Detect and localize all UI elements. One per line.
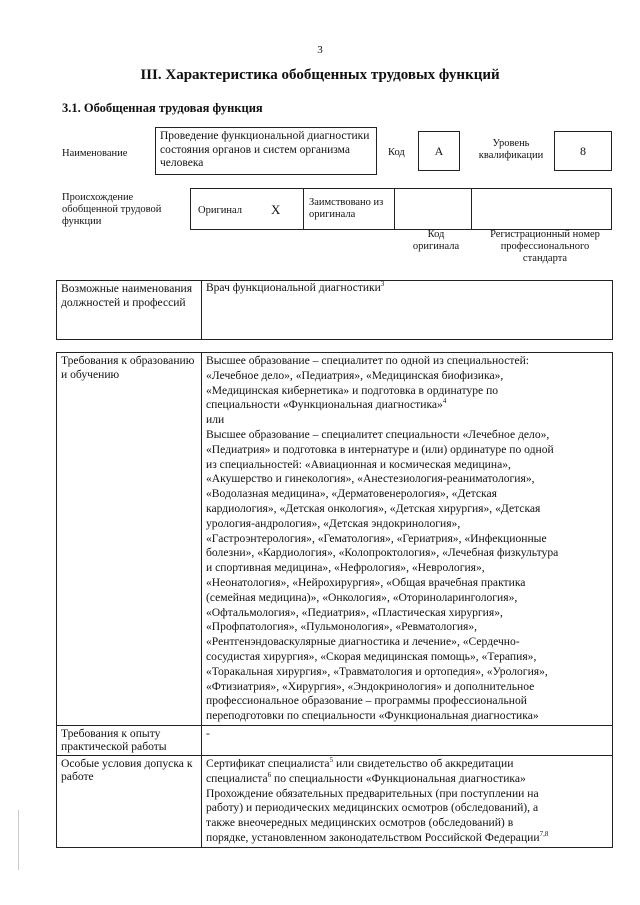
special-line: Сертификат специалиста$^5$ или свидетельство об аккредитации <box>206 755 514 770</box>
education-line: «Медицинская кибернетика» и подготовка в ординатуре по <box>206 383 499 397</box>
experience-value-cell <box>202 725 613 755</box>
special-line: также внеочередных медицинских осмотров (обследований) в <box>206 816 514 830</box>
education-line: профессиональное образование – программы профессиональной <box>206 694 527 708</box>
special-footnote: 6 <box>267 770 272 779</box>
level-label: Уровень квалификации <box>478 138 544 161</box>
education-line: болезни», «Кардиология», «Колопроктология», «Лечебная физкультура <box>206 546 559 560</box>
original-mark: X <box>271 202 281 217</box>
level-value: 8 <box>580 143 586 158</box>
positions-label: Возможные наименования должностей и профессий <box>61 282 193 309</box>
education-line: «Водолазная медицина», «Дерматовенерология», «Детская <box>206 487 497 501</box>
function-name: Проведение функциональной диагностики состояния органов и систем организма человека <box>160 130 370 169</box>
education-line: «Офтальмология», «Педиатрия», «Пластическая хирургия», <box>206 605 503 619</box>
special-line: Прохождение обязательных предварительных (при поступлении на <box>206 786 539 800</box>
education-line: Высшее образование – специалитет специальности «Лечебное дело», <box>206 427 550 441</box>
education-line: «Лечебное дело», «Педиатрия», «Медицинская биофизика», <box>206 368 504 382</box>
positions-value-cell <box>202 281 613 340</box>
positions-value: Врач функциональной диагностики <box>206 282 381 294</box>
special-footnote: 7,8 <box>539 829 549 838</box>
education-line: «Рентгенэндоваскулярные диагностика и лечение», «Сердечно- <box>206 635 520 649</box>
education-label: Требования к образованию и обучению <box>61 354 195 381</box>
special-footnote: 5 <box>329 755 334 764</box>
special-line: работу) и периодических медицинских осмотров (обследований), а <box>206 801 539 815</box>
education-line: «Профпатология», «Пульмонология», «Ревматология», <box>206 620 478 634</box>
education-line: из специальностей: «Авиационная и космическая медицина», <box>206 457 511 471</box>
experience-label: Требования к опыту практической работы <box>61 726 167 754</box>
borrowed-label: Заимствовано из оригинала <box>309 197 384 220</box>
education-line: кардиология», «Детская онкология», «Детская хирургия», «Детская <box>206 501 541 515</box>
education-line: «Педиатрия» и подготовка в интернатуре и (или) ординатуре по одной <box>206 442 554 456</box>
experience-label-cell <box>57 725 202 755</box>
education-line: специальности «Функциональная диагностика»$^4$ <box>206 397 447 412</box>
education-line: переподготовки по специальности «Функциональная диагностика» <box>206 709 539 723</box>
experience-value: - <box>206 726 210 740</box>
education-line: «Фтизиатрия», «Хирургия», «Эндокринология» и дополнительное <box>206 679 535 693</box>
education-value-cell <box>202 353 613 726</box>
function-name-box <box>155 127 377 175</box>
borrowed-box <box>303 188 395 230</box>
positions-table <box>56 280 613 340</box>
code-label: Код <box>388 147 405 158</box>
education-line: «Гастроэнтерология», «Гематология», «Гериатрия», «Инфекционные <box>206 531 547 545</box>
code-original-label: Код оригинала <box>412 229 460 252</box>
education-footnote: 4 <box>442 397 447 406</box>
reg-number-label: Регистрационный номер профессионального стандарта <box>490 229 600 264</box>
subsection-title: 3.1. Обобщенная трудовая функция <box>62 101 263 115</box>
code-original-box <box>394 188 472 230</box>
code-value-box <box>418 131 460 171</box>
original-box <box>190 188 304 230</box>
positions-label-cell <box>57 281 202 340</box>
education-line: (семейная медицина)», «Онкология», «Оториноларингология», <box>206 590 518 604</box>
origin-label: Происхождение обобщенной трудовой функции <box>62 192 162 227</box>
reg-number-box <box>471 188 612 230</box>
special-value-cell <box>202 755 613 847</box>
education-line: урология-андрология», «Детская эндокринология», <box>206 516 461 530</box>
code-value: A <box>434 143 444 158</box>
section-title: III. Характеристика обобщенных трудовых функций <box>140 67 500 83</box>
special-line: специалиста$^6$ по специальности «Функциональная диагностика» <box>206 770 526 785</box>
education-line: или <box>206 413 225 427</box>
education-line: Высшее образование – специалитет по одной из специальностей: <box>206 354 530 367</box>
education-line: «Акушерство и гинекология», «Анестезиология-реаниматология», <box>206 472 535 486</box>
page-number: 3 <box>317 44 323 56</box>
requirements-table <box>56 352 613 848</box>
name-label: Наименование <box>62 148 128 159</box>
special-label-cell <box>57 755 202 847</box>
level-value-box <box>554 131 612 171</box>
special-line: порядке, установленном законодательством Российской Федерации$^{7,8}$ <box>206 829 549 844</box>
education-line: «Торакальная хирургия», «Травматология и ортопедия», «Урология», <box>206 664 548 678</box>
education-label-cell <box>57 353 202 726</box>
positions-footnote: 3 <box>380 280 385 288</box>
education-line: «Неонатология», «Нейрохирургия», «Общая врачебная практика <box>206 575 526 589</box>
scan-edge-mark <box>18 810 19 870</box>
education-line: сосудистая хирургия», «Скорая медицинская помощь», «Терапия», <box>206 649 537 663</box>
special-label: Особые условия допуска к работе <box>61 756 193 784</box>
original-label: Оригинал <box>198 205 242 216</box>
education-line: и спортивная медицина», «Нефрология», «Неврология», <box>206 561 485 575</box>
